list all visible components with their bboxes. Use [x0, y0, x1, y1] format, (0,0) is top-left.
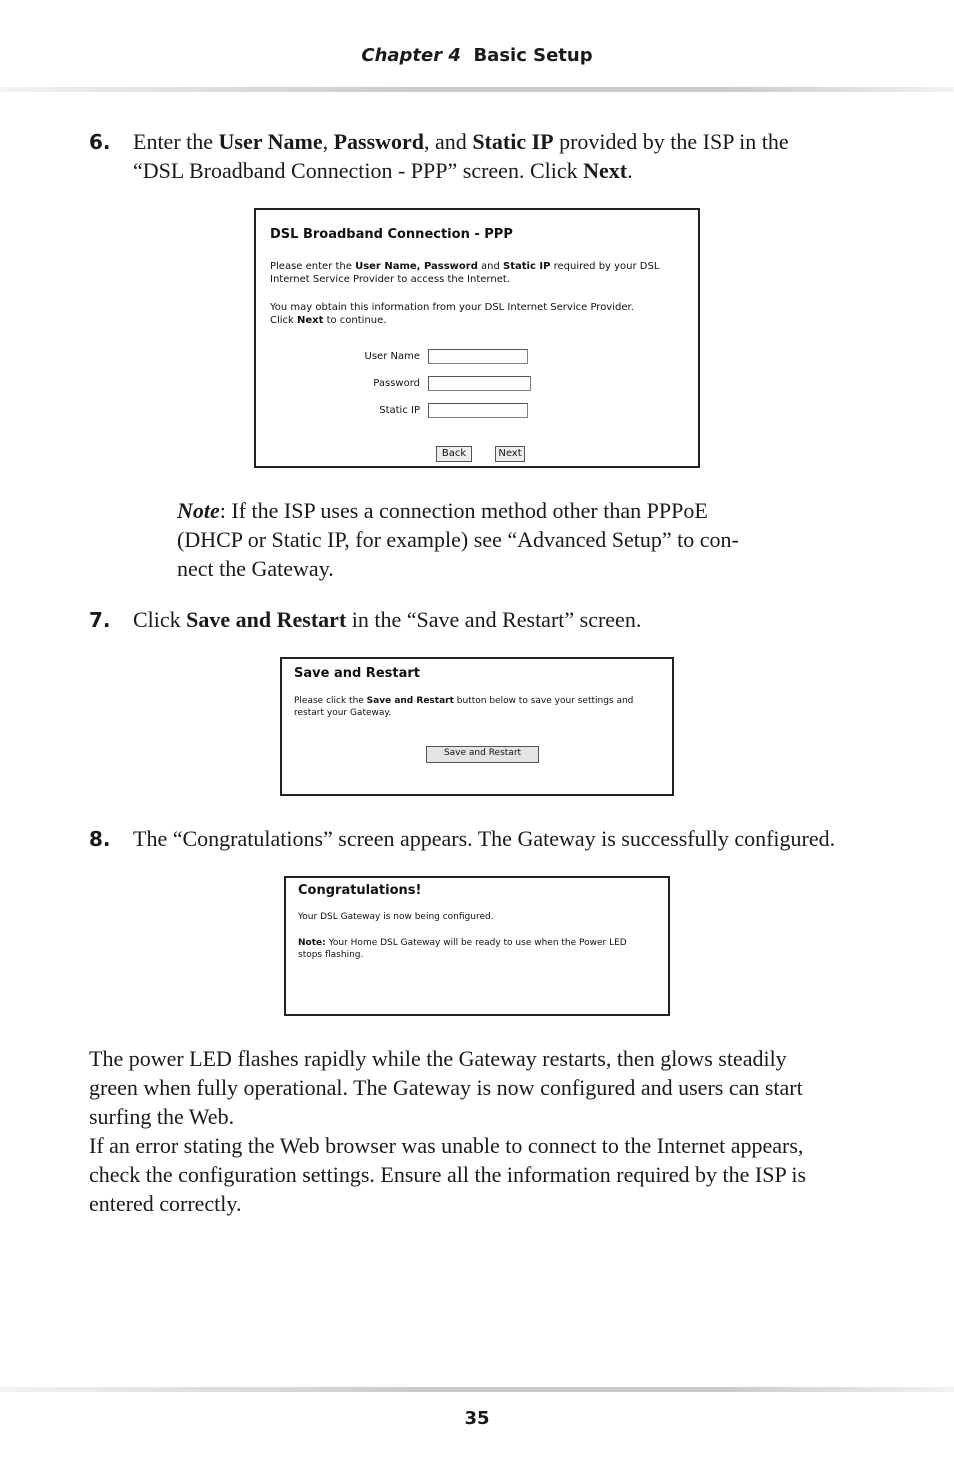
congrats-note-label: Note:	[298, 938, 326, 948]
paragraph-line: check the configuration settings. Ensure all the information required by the ISP is	[89, 1162, 807, 1187]
congrats-text: stops flashing.	[298, 950, 364, 960]
save-restart-screenshot	[280, 657, 674, 796]
ppp-text: Please enter the	[270, 261, 356, 272]
save-and-restart-button[interactable]: Save and Restart	[426, 746, 539, 763]
save-bold: Save and Restart	[366, 696, 454, 706]
paragraph-line: The power LED flashes rapidly while the Gateway restarts, then glows steadily	[89, 1046, 787, 1071]
user-name-label: User Name	[364, 351, 420, 362]
step-6-bold-password: Password	[333, 129, 425, 154]
ppp-text: required by your DSL	[550, 261, 660, 272]
footer-rule	[0, 1387, 954, 1392]
ppp-text: and	[477, 261, 504, 272]
note-text: (DHCP or Static IP, for example) see “Advanced Setup” to con-	[177, 527, 739, 552]
password-input[interactable]	[428, 376, 531, 391]
congrats-line: Your DSL Gateway is now being configured.	[298, 912, 494, 922]
step-6-line-2	[133, 156, 789, 185]
note-label: Note	[177, 498, 220, 523]
step-7-text-part: Click	[133, 607, 187, 632]
header-rule	[0, 87, 954, 92]
ppp-text: Click	[270, 315, 298, 326]
step-6-bold-static-ip: Static IP	[472, 129, 554, 154]
step-6-text	[133, 127, 789, 185]
save-text: button below to save your settings and	[453, 696, 634, 706]
ppp-text: You may obtain this information from your DSL Internet Service Provider.	[270, 302, 634, 313]
step-6-text-part: , and	[424, 129, 473, 154]
note-block	[177, 496, 739, 583]
congrats-title: Congratulations!	[298, 883, 422, 898]
chapter-title: Basic Setup	[473, 45, 593, 66]
step-7-text	[133, 605, 641, 634]
ppp-screenshot	[254, 208, 700, 468]
chapter-label: Chapter 4	[361, 45, 461, 66]
step-6-bold-next: Next	[583, 158, 628, 183]
step-6-text-part: .	[627, 158, 633, 183]
step-6-bold-user-name: User Name	[218, 129, 323, 154]
back-button[interactable]: Back	[436, 446, 472, 462]
paragraph-line: green when fully operational. The Gateway is now configured and users can start	[89, 1075, 803, 1100]
ppp-text: to continue.	[323, 315, 387, 326]
congrats-text: Your Home DSL Gateway will be ready to use when the Power LED	[325, 938, 627, 948]
step-6-text-part: Enter the	[133, 129, 219, 154]
paragraph-line: If an error stating the Web browser was unable to connect to the Internet appears,	[89, 1133, 804, 1158]
step-6-text-part: ,	[322, 129, 334, 154]
step-7-bold: Save and Restart	[186, 607, 347, 632]
save-restart-title: Save and Restart	[294, 666, 420, 681]
paragraph-line: surfing the Web.	[89, 1104, 235, 1129]
ppp-instructions	[270, 260, 695, 286]
note-text: : If the ISP uses a connection method other than PPPoE	[219, 498, 708, 523]
ppp-bold: User Name, Password	[355, 261, 478, 272]
step-8-number: 8.	[89, 827, 111, 851]
user-name-input[interactable]	[428, 349, 528, 364]
step-6-text-part: “DSL Broadband Connection - PPP” screen. Click	[133, 158, 584, 183]
step-7-number: 7.	[89, 608, 111, 632]
ppp-bold: Static IP	[503, 261, 551, 272]
congratulations-screenshot	[284, 876, 670, 1016]
paragraph-line: entered correctly.	[89, 1191, 242, 1216]
note-text: nect the Gateway.	[177, 556, 334, 581]
next-button[interactable]: Next	[495, 446, 525, 462]
static-ip-label: Static IP	[379, 405, 420, 416]
save-text: Please click the	[294, 696, 367, 706]
ppp-info	[270, 301, 695, 327]
congrats-note	[298, 937, 663, 961]
ppp-text: Internet Service Provider to access the Internet.	[270, 274, 510, 285]
page-number: 35	[464, 1408, 490, 1429]
step-7-text-part: in the “Save and Restart” screen.	[346, 607, 642, 632]
ppp-title: DSL Broadband Connection - PPP	[270, 227, 513, 242]
step-6-text-part: provided by the ISP in the	[553, 129, 789, 154]
save-text: restart your Gateway.	[294, 708, 392, 718]
password-label: Password	[373, 378, 420, 389]
step-6-number: 6.	[89, 130, 111, 154]
running-header	[0, 45, 954, 66]
closing-paragraphs	[89, 1044, 806, 1218]
save-restart-instructions	[294, 695, 669, 719]
ppp-bold: Next	[297, 315, 324, 326]
step-6-line-1	[133, 127, 789, 156]
step-8-text: The “Congratulations” screen appears. The Gateway is successfully configured.	[133, 826, 836, 851]
static-ip-input[interactable]	[428, 403, 528, 418]
